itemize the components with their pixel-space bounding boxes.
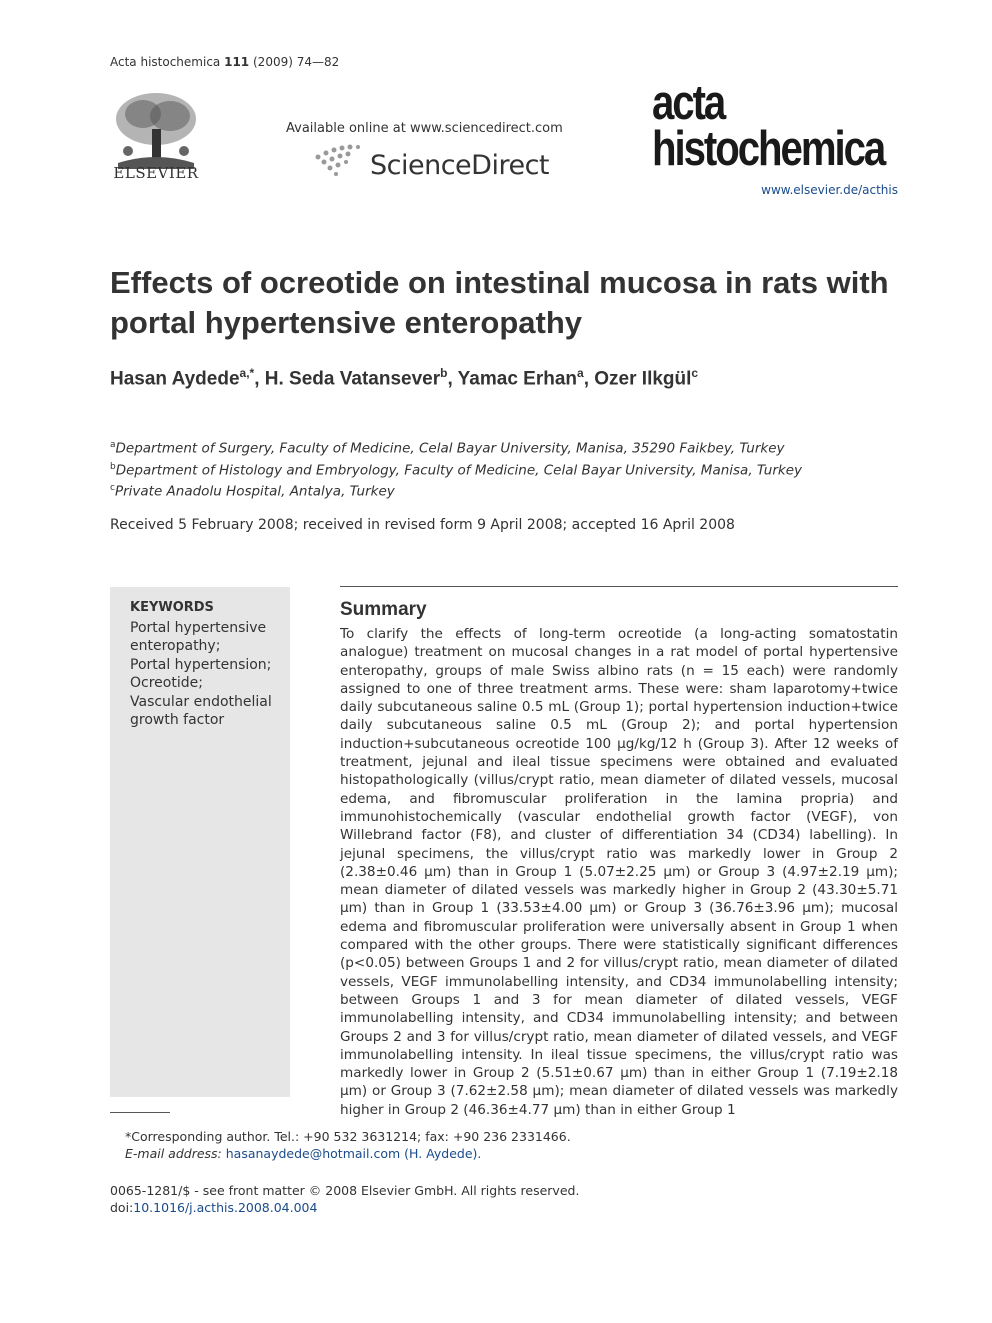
- sciencedirect-dots-icon: [310, 143, 370, 181]
- affiliation: [110, 479, 802, 501]
- email-line: [125, 1145, 571, 1162]
- author-affiliation-mark: c: [691, 366, 699, 380]
- author-name: H. Seda Vatansever: [264, 368, 441, 390]
- journal-name-line1: acta: [652, 76, 725, 130]
- author-name: Hasan Aydede: [110, 368, 240, 390]
- doi-link[interactable]: 10.1016/j.acthis.2008.04.004: [133, 1200, 318, 1215]
- affiliation-text: Department of Histology and Embryology, Faculty of Medicine, Celal Bayar University, Manisa, Turkey: [115, 462, 803, 478]
- doi-line: [110, 1199, 579, 1216]
- journal-wordmark: [652, 76, 885, 176]
- affiliation: [110, 458, 802, 480]
- sciencedirect-wordmark: ScienceDirect: [370, 150, 550, 181]
- keywords-title: KEYWORDS: [130, 600, 214, 615]
- author-name: Ozer Ilkgül: [594, 368, 692, 390]
- affiliation-mark: a: [110, 440, 116, 450]
- author-affiliation-mark: a,*: [239, 366, 255, 380]
- available-online: Available online at www.sciencedirect.com: [286, 121, 563, 136]
- journal-name-line2: histochemica: [652, 122, 885, 176]
- summary-top-rule: [340, 586, 898, 587]
- affiliation-mark: c: [110, 483, 115, 493]
- citation-journal: Acta histochemica: [110, 55, 221, 69]
- email-label: E-mail address:: [125, 1146, 222, 1161]
- citation-volume: 111: [224, 55, 250, 69]
- received-dates: Received 5 February 2008; received in revised form 9 April 2008; accepted 16 April 2008: [110, 517, 735, 533]
- affiliation: [110, 436, 802, 458]
- author-affiliation-mark: a: [577, 366, 584, 380]
- author-affiliation-mark: b: [440, 366, 448, 380]
- rights-block: [110, 1182, 579, 1216]
- citation-line: [110, 55, 339, 69]
- affiliation-text: Department of Surgery, Faculty of Medicine, Celal Bayar University, Manisa, 35290 Faikbey, Turkey: [115, 440, 785, 457]
- publisher-name: ELSEVIER: [113, 164, 199, 182]
- footnote: [125, 1128, 571, 1162]
- corresponding-author: *Corresponding author. Tel.: +90 532 3631214; fax: +90 236 2331466.: [125, 1129, 571, 1144]
- keyword-item: Ocreotide;: [130, 675, 203, 692]
- summary-text: To clarify the effects of long-term ocreotide (a long-acting somatostatin analogue) treatment on mucosal changes in a rat model of portal hypertensive enteropathy, groups of male Swiss albino rats (n = 15 each) were randomly assigned to one of three treatment arms. These were: sham laparotomy+twice daily subcutaneous saline 0.5 mL (Group 1); portal hypertension induction+twice daily subcutaneous saline 0.5 mL (Group 2); and portal hypertension induction+subcutaneous ocreotide 100 μg/kg/12 h (Group 3). After 12 weeks of treatment, jejunal and ileal tissue specimens were obtained and evaluated histopathologically (villus/crypt ratio, mean diameter of dilated vessels, mucosal edema, and fibromuscular proliferation in the lamina propria) and immunohistochemically (vascular endothelial growth factor (VEGF), von Willebrand factor (F8), and cluster of differentiation 34 (CD34) labelling). In jejunal specimens, the villus/crypt ratio was markedly lower in Group 2 (2.38±0.46 μm) than in Group 1 (5.07±2.25 μm) or Group 3 (4.97±2.19 μm); mean diameter of dilated vessels was markedly higher in Group 2 (43.30±5.71 μm) than in Group 1 (33.53±4.00 μm) or Group 3 (36.76±3.96 μm); mucosal edema and fibromuscular proliferation were universally absent in Group 1 when compared with the other groups. There were statistically significant differences (p<0.05) between Groups 1 and 2 for villus/crypt ratio, mean diameter of dilated vessels, VEGF immunolabelling intensity, and CD34 immunolabelling intensity; between Groups 1 and 3 for mean diameter of dilated vessels, VEGF immunolabelling intensity, and CD34 immunolabelling intensity; and between Groups 2 and 3 for villus/crypt ratio, mean diameter of dilated vessels, and VEGF immunolabelling intensity. In ileal tissue specimens, the villus/crypt ratio was markedly lower in Group 2 (5.51±0.67 μm) than in either Group 1 (7.19±2.18 μm) or Group 3 (7.62±2.58 μm); mean diameter of dilated vessels was markedly higher in Group 2 (46.36±4.77 μm) than in either Group 1: [340, 626, 898, 1118]
- affiliation-text: Private Anadolu Hospital, Antalya, Turkey: [114, 483, 395, 500]
- summary-title: Summary: [340, 599, 427, 620]
- keyword-item: Portal hypertension;: [130, 656, 272, 673]
- author-list: Hasan Aydede$^{a,*}$, H. Seda Vatansever$^b$, Yamac Erhan$^a$, Ozer Ilkgül$^c$: [110, 366, 699, 390]
- footnote-rule: [110, 1112, 170, 1113]
- journal-url[interactable]: www.elsevier.de/acthis: [761, 183, 898, 197]
- rights-line: 0065-1281/$ - see front matter © 2008 Elsevier GmbH. All rights reserved.: [110, 1183, 580, 1198]
- article-title: Effects of ocreotide on intestinal mucosa in rats with portal hypertensive enteropathy: [110, 265, 889, 340]
- author-name: Yamac Erhan: [457, 368, 578, 390]
- citation-year-pages: (2009) 74—82: [253, 55, 340, 69]
- affiliation-mark: b: [110, 461, 116, 472]
- keyword-item: Portal hypertensive enteropathy;: [130, 620, 267, 655]
- affiliation-list: [110, 436, 802, 501]
- email-owner: (H. Aydede).: [404, 1146, 482, 1161]
- doi-label: doi:: [110, 1200, 134, 1215]
- keywords-list: [130, 619, 280, 729]
- keyword-item: Vascular endothelial growth factor: [130, 693, 272, 729]
- email-link[interactable]: hasanaydede@hotmail.com: [225, 1146, 401, 1161]
